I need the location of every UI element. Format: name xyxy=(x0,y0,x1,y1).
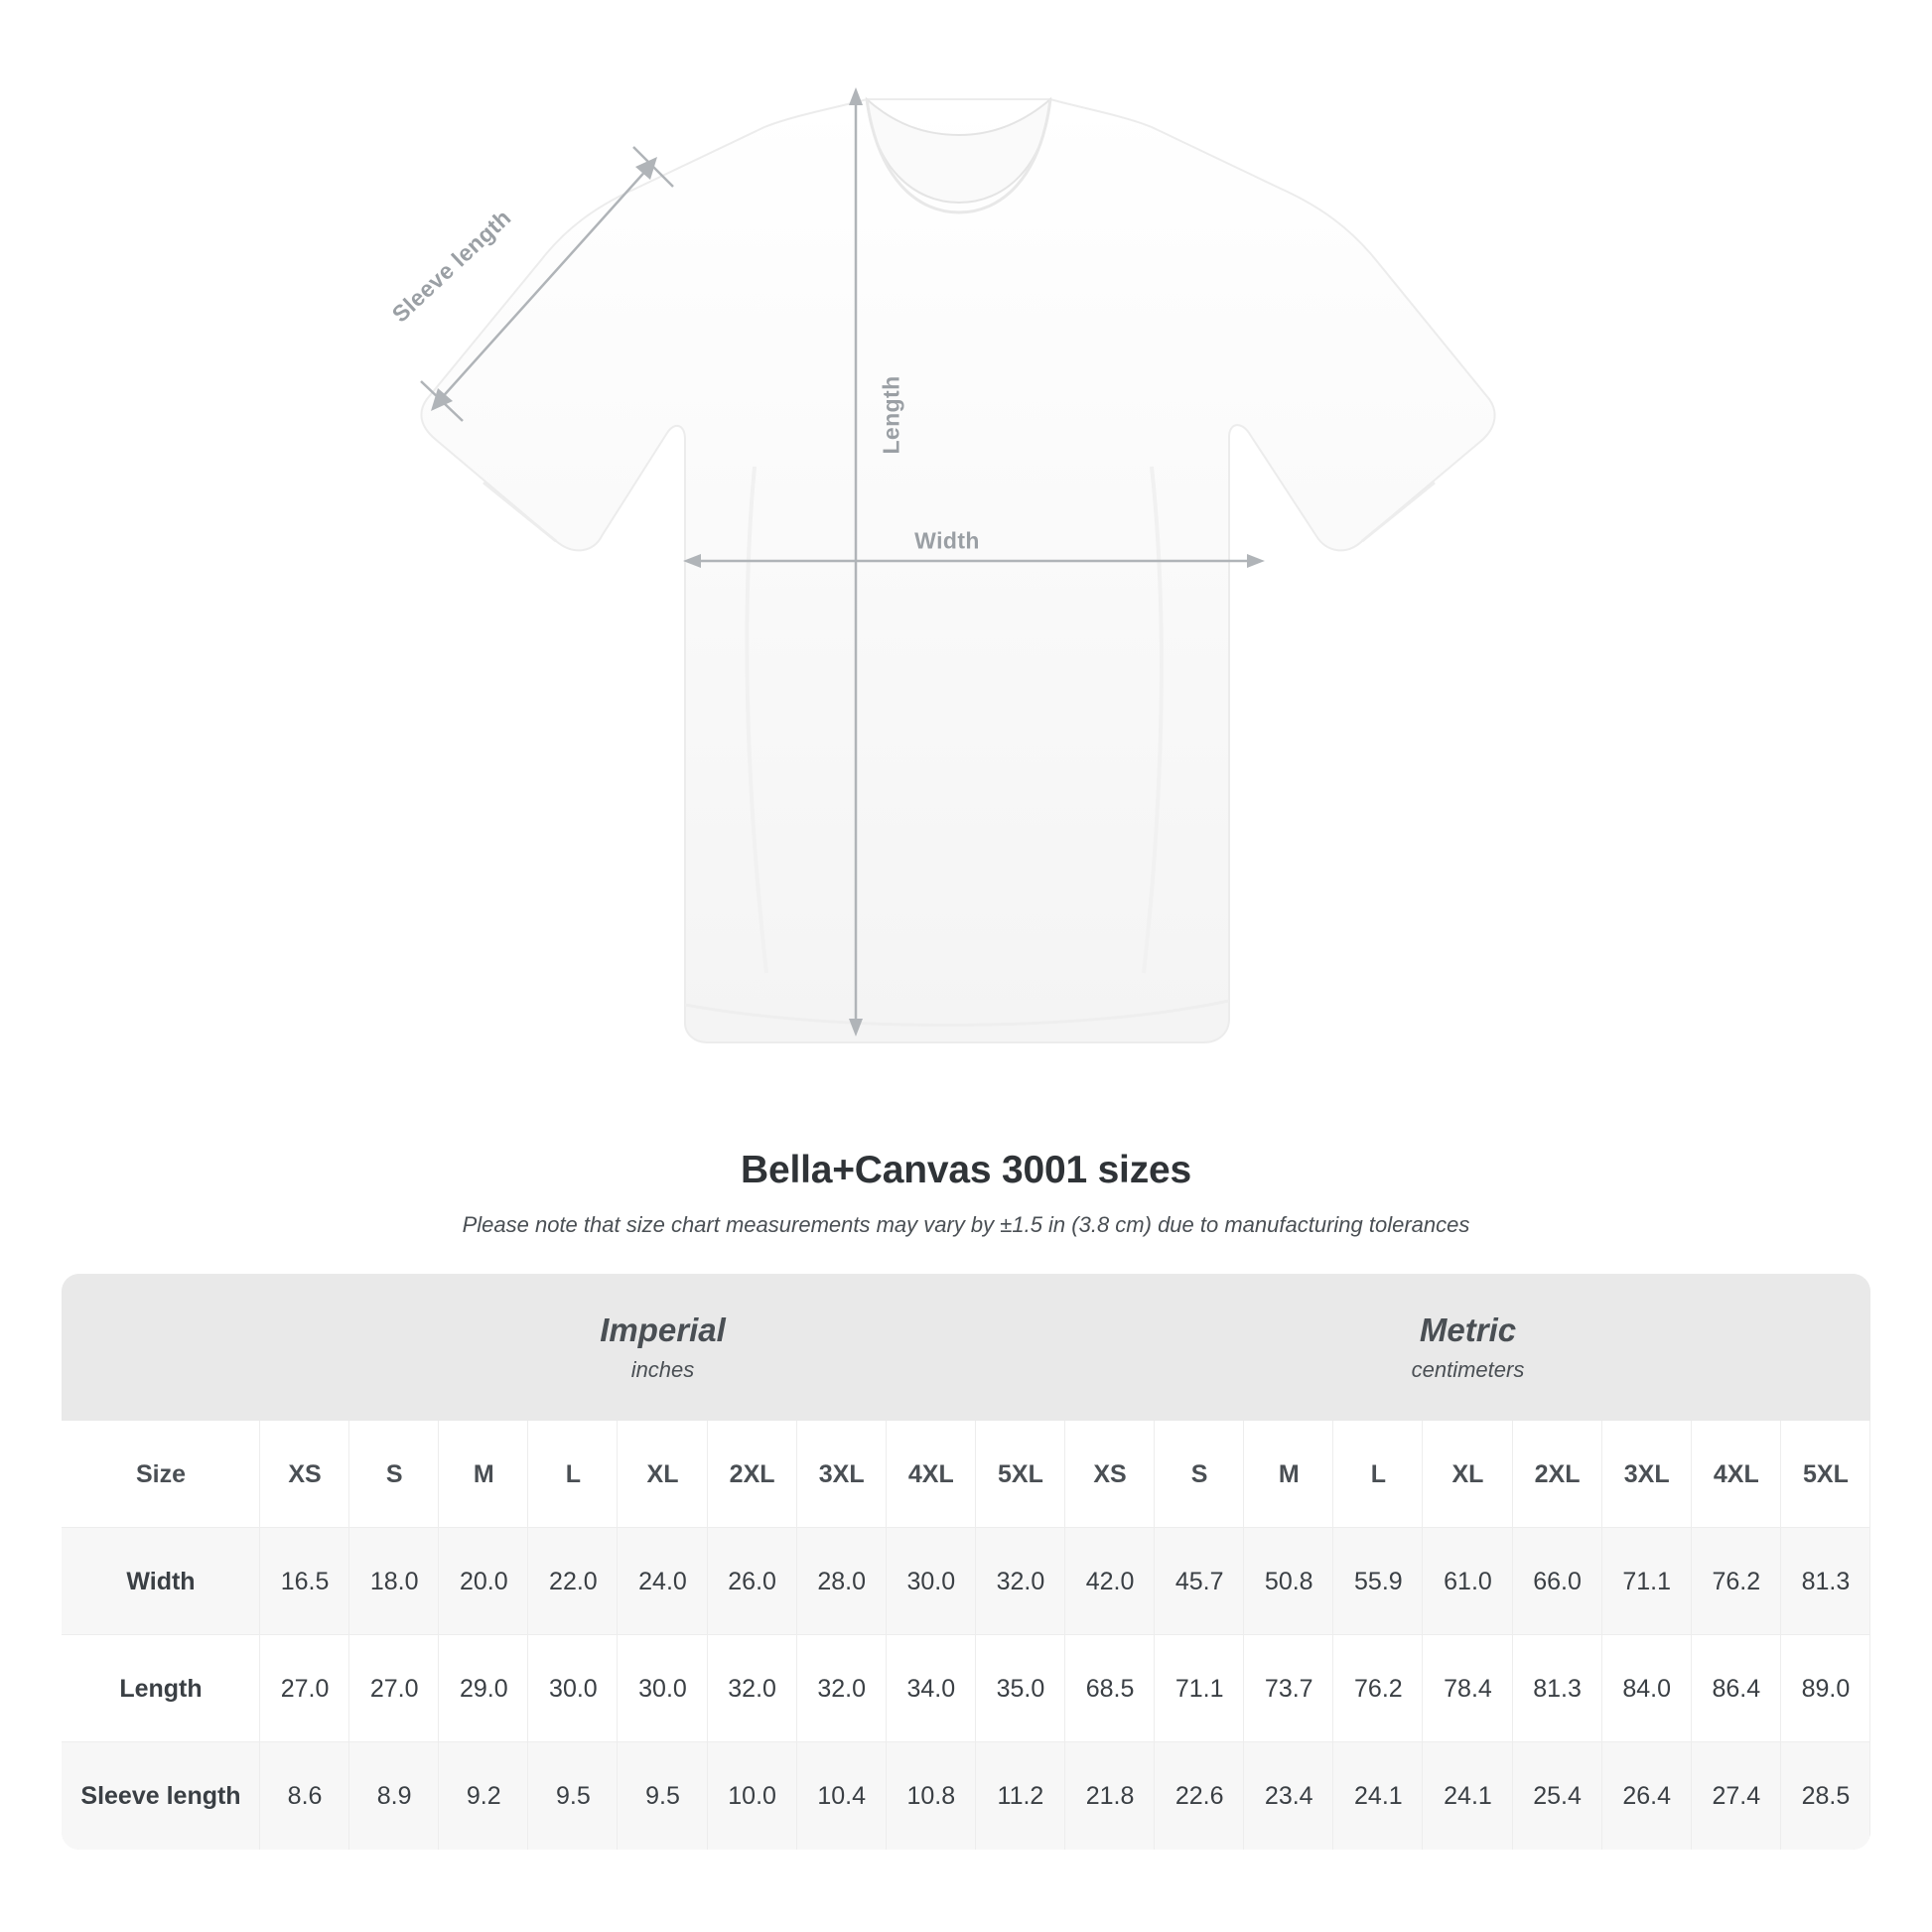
size-header-imperial-4xl: 4XL xyxy=(887,1421,976,1528)
length-metric-3xl: 84.0 xyxy=(1602,1635,1692,1742)
unit-group-metric xyxy=(1065,1274,1870,1421)
size-header-row xyxy=(62,1421,1870,1528)
size-header-imperial-l: L xyxy=(528,1421,618,1528)
unit-group-imperial xyxy=(260,1274,1065,1421)
width-metric-l: 55.9 xyxy=(1333,1528,1423,1635)
size-header-label: Size xyxy=(62,1421,260,1528)
size-header-metric-m: M xyxy=(1244,1421,1333,1528)
length-label: Length xyxy=(878,375,904,455)
unit-header-row xyxy=(62,1274,1870,1421)
title-block xyxy=(0,1149,1932,1238)
sleeve-metric-xs: 21.8 xyxy=(1065,1742,1155,1850)
width-metric-4xl: 76.2 xyxy=(1692,1528,1781,1635)
sleeve-imperial-s: 8.9 xyxy=(349,1742,439,1850)
width-label: Width xyxy=(914,527,980,554)
sleeve-length-label: Sleeve length xyxy=(386,204,516,328)
width-imperial-xs: 16.5 xyxy=(260,1528,349,1635)
size-header-metric-l: L xyxy=(1333,1421,1423,1528)
length-imperial-4xl: 34.0 xyxy=(887,1635,976,1742)
sleeve-metric-5xl: 28.5 xyxy=(1781,1742,1870,1850)
length-metric-5xl: 89.0 xyxy=(1781,1635,1870,1742)
width-metric-5xl: 81.3 xyxy=(1781,1528,1870,1635)
table-row xyxy=(62,1635,1870,1742)
unit-group-imperial-sub: inches xyxy=(630,1357,695,1382)
width-metric-m: 50.8 xyxy=(1244,1528,1333,1635)
sleeve-imperial-xl: 9.5 xyxy=(618,1742,707,1850)
length-imperial-2xl: 32.0 xyxy=(708,1635,797,1742)
row-label-width: Width xyxy=(62,1528,260,1635)
size-header-imperial-xs: XS xyxy=(260,1421,349,1528)
row-label-sleeve-length: Sleeve length xyxy=(62,1742,260,1850)
width-metric-xl: 61.0 xyxy=(1423,1528,1512,1635)
size-header-metric-s: S xyxy=(1155,1421,1244,1528)
length-imperial-5xl: 35.0 xyxy=(976,1635,1065,1742)
size-header-metric-xl: XL xyxy=(1423,1421,1512,1528)
length-metric-4xl: 86.4 xyxy=(1692,1635,1781,1742)
width-imperial-l: 22.0 xyxy=(528,1528,618,1635)
table-row xyxy=(62,1528,1870,1635)
unit-group-metric-sub: centimeters xyxy=(1411,1357,1525,1382)
width-metric-3xl: 71.1 xyxy=(1602,1528,1692,1635)
length-metric-xs: 68.5 xyxy=(1065,1635,1155,1742)
width-imperial-s: 18.0 xyxy=(349,1528,439,1635)
sleeve-imperial-xs: 8.6 xyxy=(260,1742,349,1850)
width-metric-2xl: 66.0 xyxy=(1513,1528,1602,1635)
width-metric-xs: 42.0 xyxy=(1065,1528,1155,1635)
sleeve-imperial-l: 9.5 xyxy=(528,1742,618,1850)
length-imperial-3xl: 32.0 xyxy=(797,1635,887,1742)
sleeve-imperial-m: 9.2 xyxy=(439,1742,528,1850)
length-metric-xl: 78.4 xyxy=(1423,1635,1512,1742)
width-imperial-m: 20.0 xyxy=(439,1528,528,1635)
sleeve-metric-s: 22.6 xyxy=(1155,1742,1244,1850)
length-metric-s: 71.1 xyxy=(1155,1635,1244,1742)
length-imperial-l: 30.0 xyxy=(528,1635,618,1742)
size-header-metric-4xl: 4XL xyxy=(1692,1421,1781,1528)
length-imperial-xs: 27.0 xyxy=(260,1635,349,1742)
length-imperial-xl: 30.0 xyxy=(618,1635,707,1742)
size-table xyxy=(62,1274,1870,1850)
unit-group-metric-name: Metric xyxy=(1419,1311,1517,1348)
size-header-metric-3xl: 3XL xyxy=(1602,1421,1692,1528)
table-row xyxy=(62,1742,1870,1850)
size-header-imperial-3xl: 3XL xyxy=(797,1421,887,1528)
size-header-imperial-xl: XL xyxy=(618,1421,707,1528)
width-imperial-4xl: 30.0 xyxy=(887,1528,976,1635)
page-title: Bella+Canvas 3001 sizes xyxy=(741,1149,1191,1191)
size-header-metric-5xl: 5XL xyxy=(1781,1421,1870,1528)
size-header-imperial-5xl: 5XL xyxy=(976,1421,1065,1528)
sleeve-metric-m: 23.4 xyxy=(1244,1742,1333,1850)
length-metric-l: 76.2 xyxy=(1333,1635,1423,1742)
width-imperial-3xl: 28.0 xyxy=(797,1528,887,1635)
sleeve-metric-xl: 24.1 xyxy=(1423,1742,1512,1850)
size-header-imperial-2xl: 2XL xyxy=(708,1421,797,1528)
row-label-length: Length xyxy=(62,1635,260,1742)
length-metric-m: 73.7 xyxy=(1244,1635,1333,1742)
width-imperial-5xl: 32.0 xyxy=(976,1528,1065,1635)
length-imperial-s: 27.0 xyxy=(349,1635,439,1742)
width-imperial-2xl: 26.0 xyxy=(708,1528,797,1635)
size-header-imperial-m: M xyxy=(439,1421,528,1528)
sleeve-imperial-5xl: 11.2 xyxy=(976,1742,1065,1850)
sleeve-metric-3xl: 26.4 xyxy=(1602,1742,1692,1850)
tolerance-note: Please note that size chart measurements may vary by ±1.5 in (3.8 cm) due to manufacturing tolerances xyxy=(462,1212,1470,1237)
sleeve-imperial-4xl: 10.8 xyxy=(887,1742,976,1850)
width-metric-s: 45.7 xyxy=(1155,1528,1244,1635)
size-header-imperial-s: S xyxy=(349,1421,439,1528)
sleeve-metric-2xl: 25.4 xyxy=(1513,1742,1602,1850)
unit-header-spacer xyxy=(62,1274,260,1421)
width-imperial-xl: 24.0 xyxy=(618,1528,707,1635)
length-metric-2xl: 81.3 xyxy=(1513,1635,1602,1742)
size-table-container xyxy=(62,1274,1870,1850)
sleeve-metric-4xl: 27.4 xyxy=(1692,1742,1781,1850)
sleeve-imperial-3xl: 10.4 xyxy=(797,1742,887,1850)
sleeve-imperial-2xl: 10.0 xyxy=(708,1742,797,1850)
length-imperial-m: 29.0 xyxy=(439,1635,528,1742)
size-header-metric-xs: XS xyxy=(1065,1421,1155,1528)
size-header-metric-2xl: 2XL xyxy=(1513,1421,1602,1528)
unit-group-imperial-name: Imperial xyxy=(600,1311,726,1348)
sleeve-metric-l: 24.1 xyxy=(1333,1742,1423,1850)
